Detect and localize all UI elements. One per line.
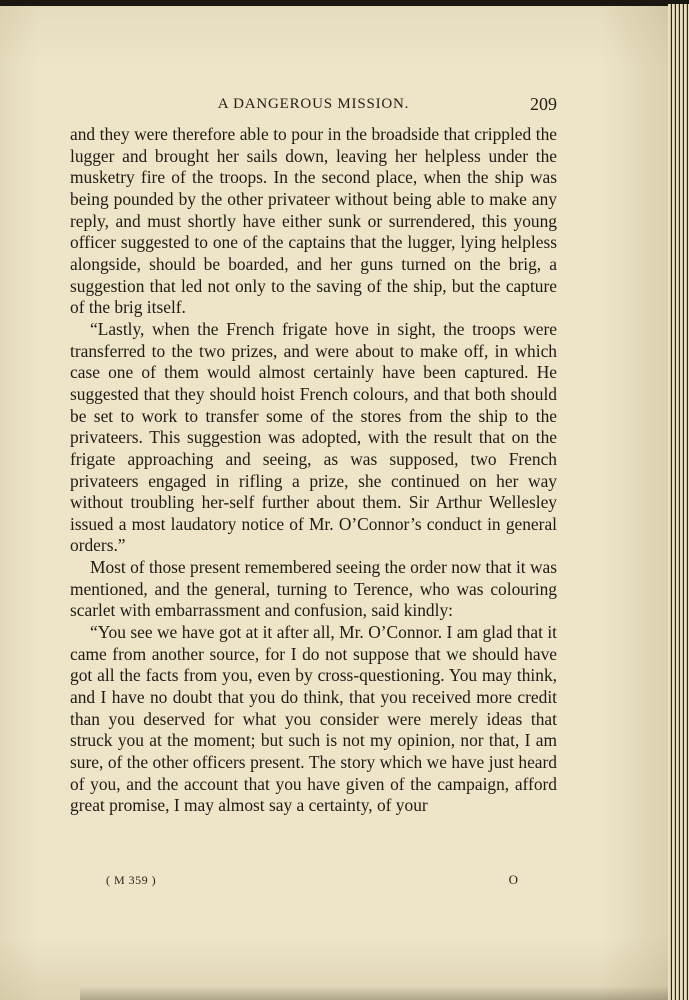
body-text bbox=[70, 124, 557, 817]
page-number: 209 bbox=[530, 94, 557, 114]
page-footer bbox=[106, 870, 518, 890]
paragraph-general-speech: “You see we have got at it after all, Mr. O’Connor. I am glad that it came from another source, for I do not suppose that we should have got all the facts from you, even by cross-questioning. You may think, and I have no doubt that you do think, that you received more credit than you deserved for what you consider were merely ideas that struck you at the moment; but such is not my opinion, nor that, I am sure, of the other officers present. The story which we have just heard of you, and the account that you have given of the campaign, afford great promise, I may almost say a certainty, of your bbox=[70, 622, 557, 816]
paragraph-lastly: “Lastly, when the French frigate hove in sight, the troops were transferred to the two prizes, and were about to make off, in which case one of them would almost certainly have been captured. He suggested that they should hoist French colours, and that both should be set to work to transfer some of the stores from the ship to the privateers. This suggestion was adopted, with the result that on the frigate approaching and seeing, as was supposed, two French privateers engaged in rifling a prize, she continued on her way without troubling her-self further about them. Sir Arthur Wellesley issued a most laudatory notice of Mr. O’Connor’s conduct in general orders.” bbox=[70, 318, 557, 556]
paragraph-most-present: Most of those present remembered seeing the order now that it was mentioned, and the general, turning to Terence, who was colouring scarlet with embarrassment and confusion, said kindly: bbox=[70, 557, 557, 621]
signature-mark: ( M 359 ) bbox=[106, 873, 157, 887]
signature-letter: O bbox=[508, 872, 518, 887]
page-bottom-shadow bbox=[80, 986, 668, 1000]
running-title: A DANGEROUS MISSION. bbox=[217, 96, 410, 112]
book-page bbox=[0, 6, 668, 1000]
page-edges bbox=[668, 4, 689, 1000]
running-head bbox=[70, 93, 557, 115]
paragraph-continuation: and they were therefore able to pour in the broadside that crippled the lugger and brought her sails down, leaving her helpless under the musketry fire of the troops. In the second place, when the ship was being pounded by the other privateer without being able to make any reply, and must shortly have either sunk or surrendered, this young officer suggested to one of the captains that the lugger, lying helpless alongside, should be boarded, and her guns turned on the brig, a suggestion that led not only to the saving of the ship, but the capture of the brig itself. bbox=[70, 124, 557, 318]
